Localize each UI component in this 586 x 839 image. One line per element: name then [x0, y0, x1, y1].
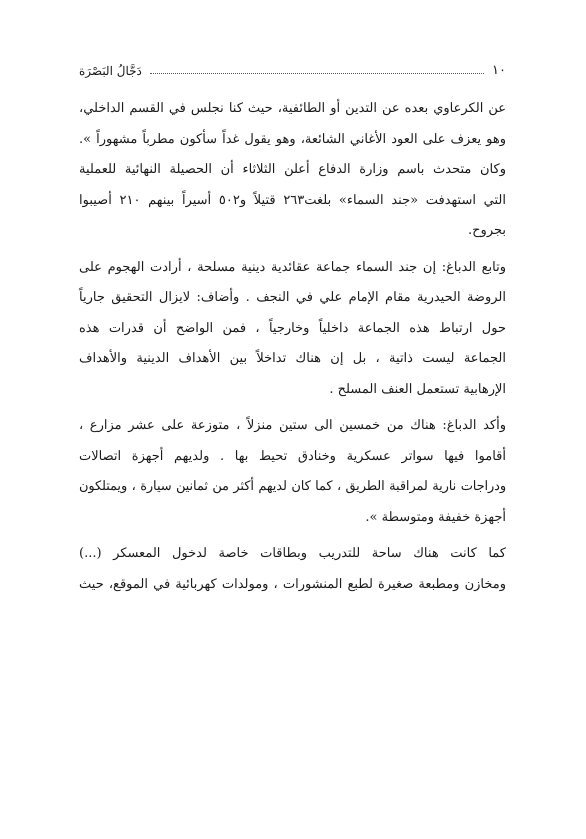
paragraph-4	[79, 539, 506, 600]
page-body	[79, 94, 506, 600]
header-dotted-rule	[150, 73, 484, 74]
paragraph-line: ودراجات نارية لمراقبة الطريق ، كما كان لديهم أكثر من ثمانين سيارة ، ويمتلكون	[79, 479, 506, 494]
paragraph-line: أقاموا فيها سواتر عسكرية وخنادق تحيط بها . ولديهم أجهزة اتصالات	[79, 448, 506, 464]
paragraph-line: أجهزة خفيفة ومتوسطة ».	[365, 509, 506, 525]
paragraph-line: الجماعة ليست ذاتية ، بل إن هناك تداخلاً بين الأهداف الدينية والأهداف	[79, 351, 506, 366]
page-number: ١٠	[492, 63, 506, 78]
paragraph-line: حول ارتباط هذه الجماعة داخلياً وخارجياً ، فمن الواضح أن قدرات هذه	[79, 320, 506, 336]
paragraph-line: وتابع الدباغ: إن جند السماء جماعة عقائدية دينية مسلحة ، أرادت الهجوم على	[79, 259, 506, 275]
paragraph-line: وكان متحدث باسم وزارة الدفاع أعلن الثلاثاء أن الحصيلة النهائية للعملية	[79, 162, 506, 177]
paragraph-line: ومخازن ومطبعة صغيرة لطبع المنشورات ، ومولدات كهربائية في الموقع، حيث	[79, 576, 506, 592]
paragraph-line: وهو يعزف على العود الأغاني الشائعة، وهو يقول غداً سأكون مطرباً مشهوراً ».	[79, 131, 506, 147]
running-header	[79, 58, 506, 80]
paragraph-3	[79, 411, 506, 533]
paragraph-2	[79, 253, 506, 406]
paragraph-1	[79, 94, 506, 247]
paragraph-line: الروضة الحيدرية مقام الإمام علي في النجف . وأضاف: لايزال التحقيق جارياً	[79, 290, 506, 305]
paragraph-line: الإرهابية تستعمل العنف المسلح .	[329, 381, 506, 397]
paragraph-line: التي استهدفت «جند السماء» بلغت٢٦٣ قتيلاً و٥٠٢ أسيراً بينهم ٢١٠ أصيبوا	[79, 192, 506, 208]
paragraph-line: وأكد الدباغ: هناك من خمسين الى ستين منزلاً ، متوزعة على عشر مزارع ،	[79, 418, 506, 433]
paragraph-line: كما كانت هناك ساحة للتدريب وبطاقات خاصة لدخول المعسكر (...)	[79, 546, 506, 561]
paragraph-line: بجروح.	[468, 223, 506, 238]
running-book-title: دَجَّالُ البَصْرَة	[79, 64, 142, 78]
paragraph-line: عن الكرعاوي بعده عن التدين أو الطائفية، حيث كنا نجلس في القسم الداخلي،	[79, 101, 506, 116]
